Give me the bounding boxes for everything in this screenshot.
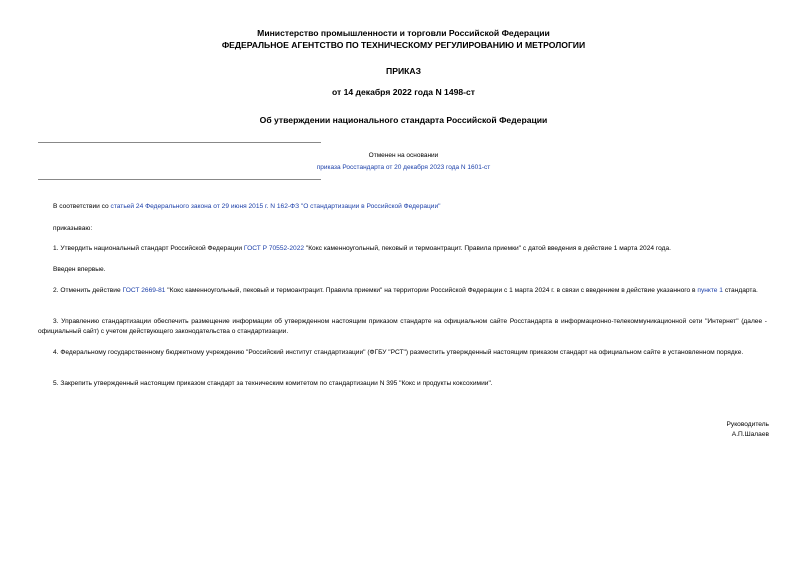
paragraph-order: приказываю:: [53, 225, 93, 232]
document-subject: Об утверждении национального стандарта Российской Федерации: [259, 115, 548, 125]
document-date-number: от 14 декабря 2022 года N 1498-ст: [331, 87, 476, 97]
paragraph-item-1: 1. Утвердить национальный стандарт Российской Федерации ГОСТ Р 70552-2022 "Кокс каменноугольный, пековый и термоантрацит. Правила приемки" с датой введения в действие 1 марта 2024 года.: [53, 245, 671, 252]
paragraph-basis: В соответствии со статьей 24 Федерального закона от 29 июня 2015 г. N 162-ФЗ "О стандартизации в Российской Федерации": [53, 203, 441, 210]
signatory-title: Руководитель: [726, 421, 769, 428]
paragraph-item-4: 4. Федеральному государственному бюджетному учреждению "Российский институт стандартизации" (ФГБУ "РСТ") разместить утвержденный настоящим приказом стандарт на официальном сайте в установленном порядке.: [53, 349, 744, 356]
item-1-link[interactable]: пункте 1: [697, 287, 723, 294]
federal-law-link[interactable]: статьей 24 Федерального закона от 29 июня 2015 г. N 162-ФЗ "О стандартизации в Российской Федерации": [110, 203, 441, 210]
separator-bottom: [38, 179, 321, 180]
paragraph-first-introduced: Введен впервые.: [53, 266, 106, 273]
signatory-name: А.П.Шалаев: [731, 430, 769, 438]
signature-block: [727, 420, 769, 439]
ministry-title: Министерство промышленности и торговли Российской Федерации: [257, 28, 550, 38]
separator-top: [38, 142, 321, 143]
cancel-order-link[interactable]: приказа Росстандарта от 20 декабря 2023 года N 1601-ст: [316, 164, 491, 171]
paragraph-item-2: 2. Отменить действие ГОСТ 2669-81 "Кокс каменноугольный, пековый и термоантрацит. Правила приемки" на территории Российской Федерации с 1 марта 2024 г. в связи с введением в действие указанного в пункте 1 стандарта.: [53, 287, 758, 294]
document-type: ПРИКАЗ: [386, 66, 421, 76]
cancel-note-link-row: [0, 164, 807, 172]
gost-2669-link[interactable]: ГОСТ 2669-81: [122, 287, 166, 294]
cancel-note-text: Отменен на основании: [368, 152, 439, 159]
paragraph-item-5: 5. Закрепить утвержденный настоящим приказом стандарт за техническим комитетом по стандартизации N 395 "Кокс и продукты коксохимии".: [53, 380, 493, 387]
gost-r-70552-link[interactable]: ГОСТ Р 70552-2022: [243, 245, 305, 252]
agency-title: ФЕДЕРАЛЬНОЕ АГЕНТСТВО ПО ТЕХНИЧЕСКОМУ РЕГУЛИРОВАНИЮ И МЕТРОЛОГИИ: [221, 40, 586, 50]
paragraph-item-3: 3. Управлению стандартизации обеспечить размещение информации об утвержденном настоящим приказом стандарте на официальном сайте Росстандарта в информационно-телекоммуникационной сети "Интернет" (далее - официальный сайт) с учетом действующего законодательства о стандартизации.: [38, 318, 767, 335]
